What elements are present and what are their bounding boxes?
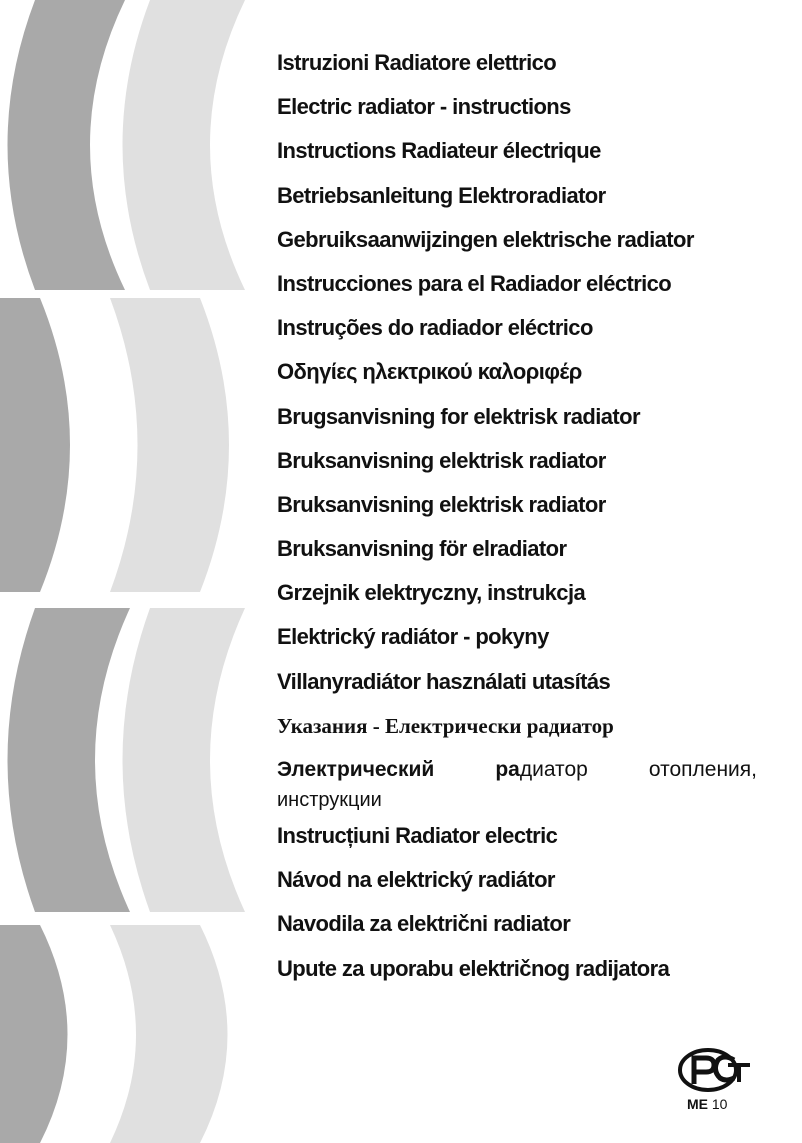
title-portuguese: Instruções do radiador eléctrico (277, 315, 593, 341)
title-hungarian: Villanyradiátor használati utasítás (277, 668, 611, 694)
russian-line-2: инструкции (277, 789, 382, 811)
title-norwegian: Bruksanvisning elektrisk radiator (277, 447, 606, 473)
decorative-stripes (0, 0, 290, 1143)
title-bulgarian: Указания - Електрически радиатор (277, 713, 614, 738)
title-greek: Οδηγίες ηλεκτρικού καλοριφέρ (277, 359, 582, 385)
title-spanish: Instrucciones para el Radiador eléctrico (277, 270, 672, 296)
title-polish: Grzejnik elektryczny, instrukcja (277, 580, 586, 606)
russian-word-3: отопления, (648, 758, 757, 781)
title-german: Betriebsanleitung Elektroradiator (277, 182, 606, 208)
title-italian: Istruzioni Radiatore elettrico (277, 50, 557, 75)
title-slovak: Návod na elektrický radiátor (277, 867, 555, 893)
title-danish: Brugsanvisning for elektrisk radiator (277, 403, 640, 429)
russian-word-2: радиатор (495, 758, 588, 781)
stripe-group-4 (0, 925, 228, 1143)
title-swedish: Bruksanvisning för elradiator (277, 536, 567, 562)
title-slovenian: Navodila za električni radiator (277, 911, 571, 937)
title-czech: Elektrický radiátor - pokyny (277, 624, 549, 650)
title-english: Electric radiator - instructions (277, 94, 571, 120)
stripe-group-1 (8, 0, 246, 290)
title-romanian: Instrucțiuni Radiator electric (277, 823, 558, 848)
stripe-group-3 (8, 608, 246, 912)
certification-code: ME 10 (687, 1096, 728, 1112)
title-french: Instructions Radiateur électrique (277, 138, 601, 164)
russian-word-1: Электрический (277, 758, 435, 781)
title-dutch: Gebruiksaanwijzingen elektrische radiator (277, 226, 694, 252)
title-russian (277, 755, 757, 815)
title-croatian: Upute za uporabu električnog radijatora (277, 955, 670, 981)
language-titles-list (277, 48, 757, 998)
title-norwegian-2: Bruksanvisning elektrisk radiator (277, 491, 606, 517)
stripe-group-2 (0, 298, 229, 592)
